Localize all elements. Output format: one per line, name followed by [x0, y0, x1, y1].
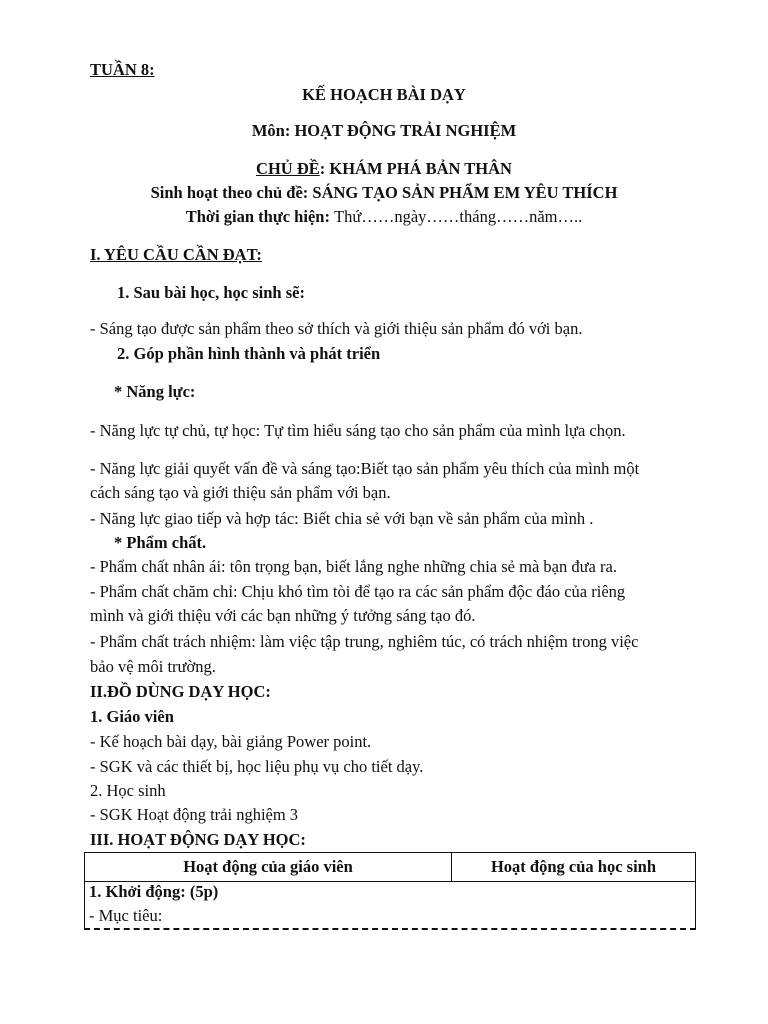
table-header-row: [84, 852, 696, 882]
student-item-1: - SGK Hoạt động trải nghiệm 3: [90, 805, 299, 824]
quality-2-line-2: mình và giới thiệu với các bạn những ý tưởng sáng tạo đó.: [90, 606, 476, 625]
subject-line: [0, 120, 768, 142]
section-3-heading: III. HOẠT ĐỘNG DẠY HỌC:: [90, 830, 306, 849]
time-value: Thứ……ngày……tháng……năm…..: [334, 207, 583, 226]
competence-1: - Năng lực tự chủ, tự học: Tự tìm hiểu sáng tạo cho sản phẩm của mình lựa chọn.: [90, 421, 626, 440]
teacher-item-1: - Kế hoạch bài dạy, bài giảng Power point.: [90, 732, 372, 751]
time-line: [0, 206, 768, 228]
quality-3-line-1: - Phẩm chất trách nhiệm: làm việc tập trung, nghiêm túc, có trách nhiệm trong việc: [90, 632, 639, 651]
section-1-sub-2: 2. Góp phần hình thành và phát triển: [117, 344, 381, 363]
quality-heading: * Phẩm chất.: [114, 533, 207, 552]
activity-line: [0, 182, 768, 204]
teacher-item-2: - SGK và các thiết bị, học liệu phụ vụ cho tiết dạy.: [90, 757, 424, 776]
table-row: [84, 881, 696, 929]
subject-label: Môn:: [251, 121, 295, 140]
section-1-heading: I. YÊU CẦU CẦN ĐẠT:: [90, 245, 262, 264]
page-cut-dashed-line: [84, 928, 696, 930]
quality-2-line-1: - Phẩm chất chăm chỉ: Chịu khó tìm tòi để tạo ra các sản phẩm độc đáo của riêng: [90, 582, 626, 601]
week-label: TUẦN 8:: [90, 60, 155, 79]
section-1-sub-1: 1. Sau bài học, học sinh sẽ:: [117, 283, 305, 302]
teacher-heading: 1. Giáo viên: [90, 707, 174, 726]
subject-name: HOẠT ĐỘNG TRẢI NGHIỆM: [294, 121, 517, 140]
lesson-activity-table: [84, 852, 696, 930]
competence-heading: * Năng lực:: [114, 382, 196, 401]
topic-name: : KHÁM PHÁ BẢN THÂN: [319, 159, 512, 178]
topic-line: [0, 158, 768, 180]
header-student-activity: Hoạt động của học sinh: [490, 857, 657, 876]
time-label: Thời gian thực hiện:: [185, 207, 335, 226]
competence-2-line-2: cách sáng tạo và giới thiệu sản phẩm với bạn.: [90, 483, 391, 502]
activity-label: Sinh hoạt theo chủ đề:: [150, 183, 313, 202]
competence-3: - Năng lực giao tiếp và hợp tác: Biết chia sẻ với bạn về sản phẩm của mình .: [90, 509, 594, 528]
section-1-sub-1-text: - Sáng tạo được sản phẩm theo sở thích và giới thiệu sản phẩm đó với bạn.: [90, 319, 583, 338]
competence-2-line-1: - Năng lực giải quyết vấn đề và sáng tạo:Biết tạo sản phẩm yêu thích của mình một: [90, 459, 640, 478]
warmup-goal: - Mục tiêu:: [89, 906, 163, 925]
student-heading: 2. Học sinh: [90, 781, 166, 800]
topic-label: CHỦ ĐỀ: [256, 159, 320, 178]
warmup-title: 1. Khởi động: (5p): [89, 882, 219, 901]
quality-1: - Phẩm chất nhân ái: tôn trọng bạn, biết lắng nghe những chia sẻ mà bạn đưa ra.: [90, 557, 617, 576]
section-2-heading: II.ĐỒ DÙNG DẠY HỌC:: [90, 682, 271, 701]
header-teacher-activity: Hoạt động của giáo viên: [85, 853, 452, 881]
plan-title: KẾ HOẠCH BÀI DẠY: [302, 85, 466, 104]
activity-name: SÁNG TẠO SẢN PHẨM EM YÊU THÍCH: [312, 183, 618, 202]
quality-3-line-2: bảo vệ môi trường.: [90, 657, 216, 676]
